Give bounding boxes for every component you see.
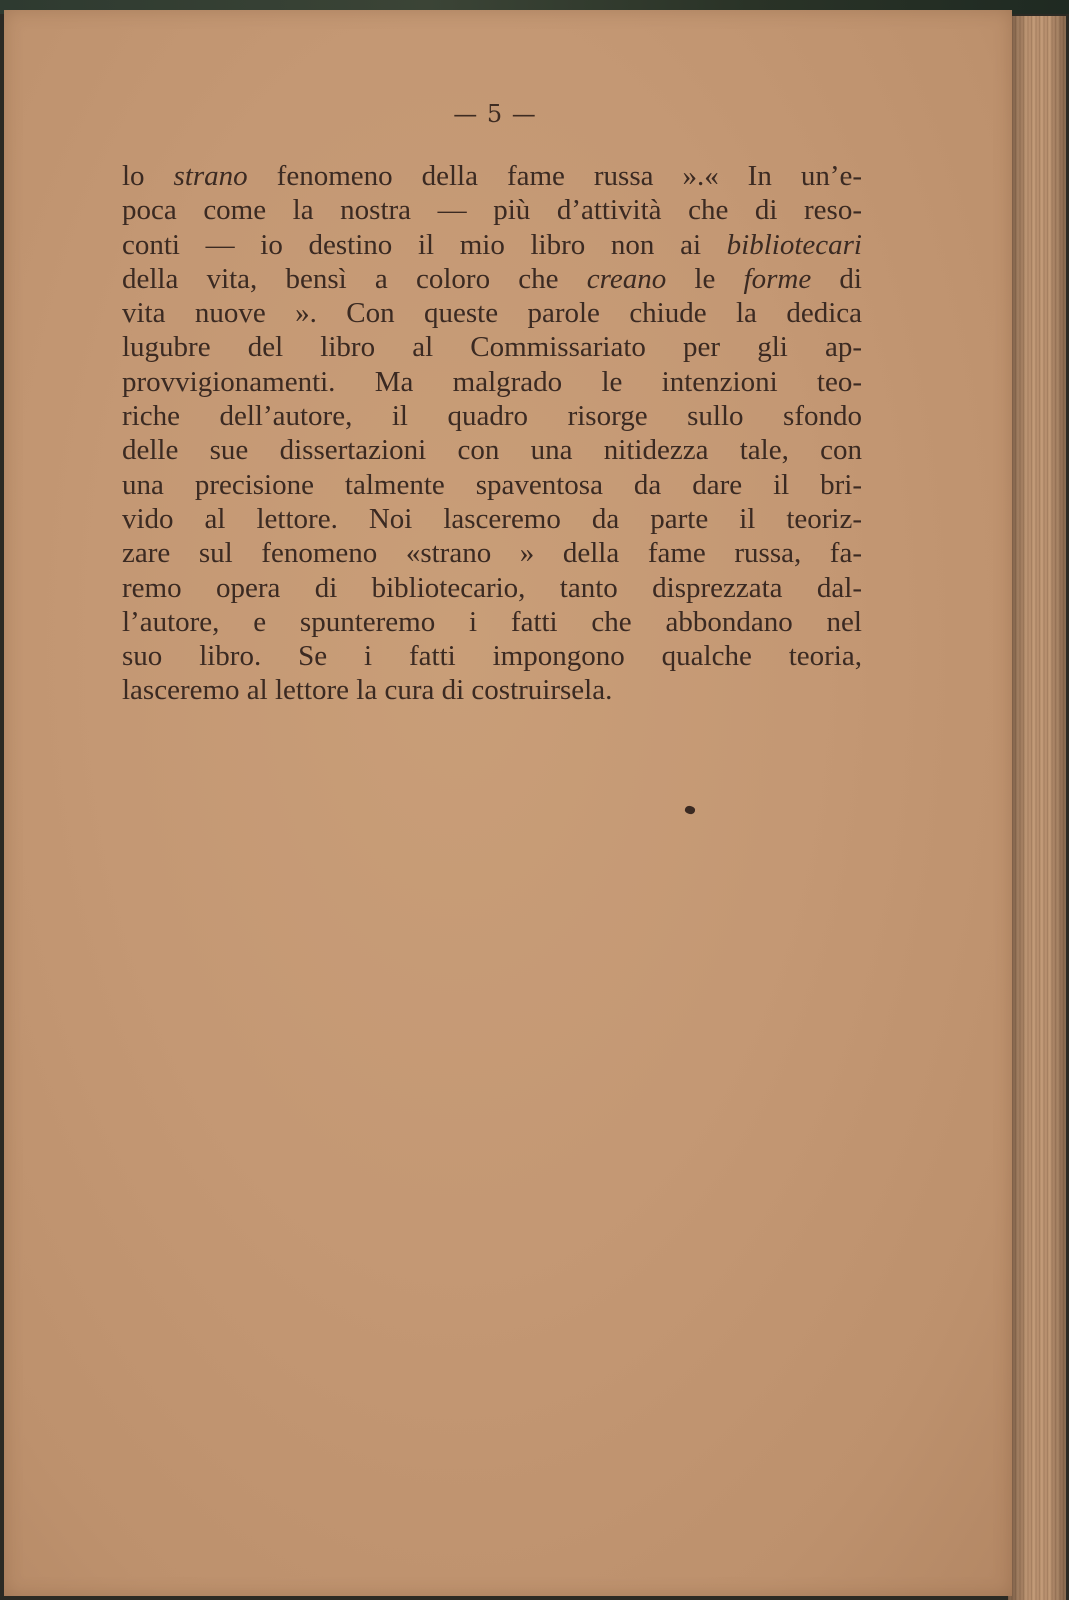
text-segment: zare sul fenomeno «strano » della fame russa, fa- — [122, 537, 862, 570]
text-segment: remo opera di bibliotecario, tanto disprezzata dal- — [122, 571, 862, 604]
text-segment: lugubre del libro al Commissariato per gli ap- — [122, 331, 862, 364]
text-line — [122, 399, 862, 433]
text-segment: una precisione talmente spaventosa da dare il bri- — [122, 468, 862, 501]
text-segment: poca come la nostra — più d’attività che di reso- — [122, 194, 862, 227]
page-block-shade — [1008, 16, 1066, 1600]
text-segment: conti — io destino il mio libro non ai — [122, 228, 727, 261]
text-line — [122, 159, 862, 193]
text-segment: lasceremo al lettore la cura di costruirsela. — [122, 674, 613, 707]
text-line — [122, 193, 862, 227]
text-segment: le — [666, 262, 744, 295]
text-segment: vido al lettore. Noi lasceremo da parte il teoriz- — [122, 502, 862, 535]
text-line — [122, 673, 862, 707]
italic-text: bibliotecari — [726, 228, 862, 261]
italic-text: forme — [743, 262, 812, 295]
text-line — [122, 262, 862, 296]
text-segment: riche dell’autore, il quadro risorge sullo sfondo — [122, 400, 862, 433]
text-line — [122, 433, 862, 467]
text-line — [122, 365, 862, 399]
body-text — [122, 159, 862, 708]
text-segment: suo libro. Se i fatti impongono qualche teoria, — [122, 640, 862, 673]
italic-text: creano — [586, 262, 667, 295]
text-line — [122, 639, 862, 673]
text-segment: l’autore, e spunteremo i fatti che abbondano nel — [122, 605, 862, 638]
text-segment: fenomeno della fame russa ».« In un’e- — [247, 160, 863, 192]
text-segment: vita nuove ». Con queste parole chiude la dedica — [122, 297, 862, 330]
text-line — [122, 502, 862, 536]
text-segment: lo — [122, 160, 174, 192]
text-line — [122, 296, 862, 330]
text-line — [122, 605, 862, 639]
text-line — [122, 571, 862, 605]
text-segment: della vita, bensì a coloro che — [122, 262, 587, 295]
text-segment: di — [811, 262, 862, 295]
text-segment: delle sue dissertazioni con una nitidezza tale, con — [122, 434, 862, 467]
italic-text: strano — [173, 160, 248, 192]
text-line — [122, 228, 862, 262]
text-segment: provvigionamenti. Ma malgrado le intenzioni teo- — [122, 365, 862, 398]
text-line — [122, 468, 862, 502]
text-line — [122, 536, 862, 570]
text-line — [122, 330, 862, 364]
page-number: — 5 — — [453, 100, 537, 128]
